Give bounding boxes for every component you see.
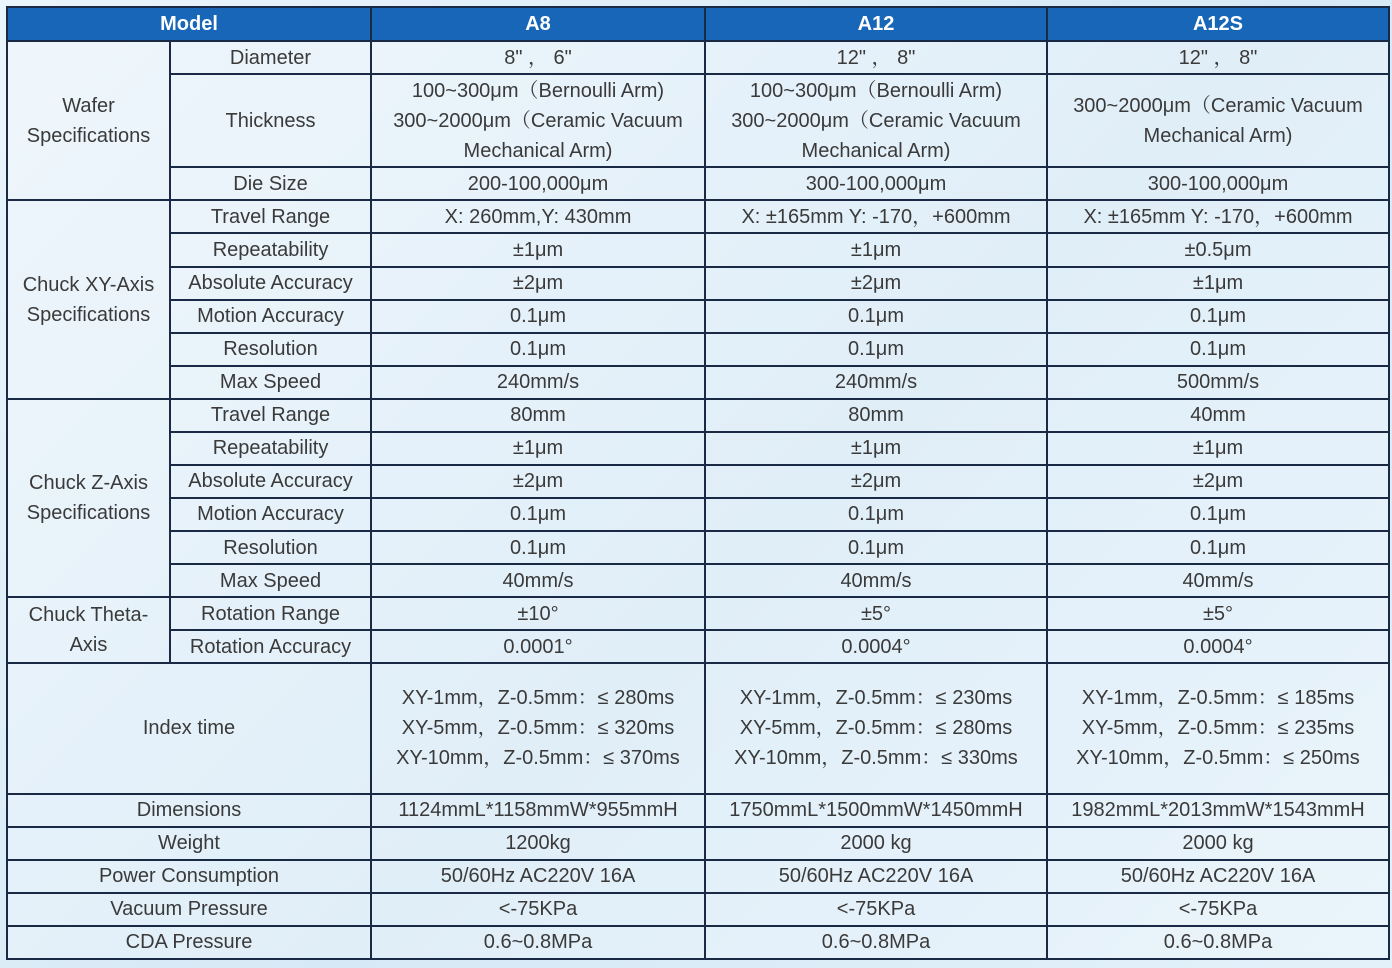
table-row (7, 893, 1389, 926)
cell-a12s: 0.0004° (1047, 630, 1389, 663)
cell-a12: 40mm/s (705, 564, 1047, 597)
row-label: Repeatability (170, 432, 371, 465)
cell-a12: X: ±165mm Y: -170，+600mm (705, 200, 1047, 233)
cell-a12s (1047, 663, 1389, 793)
cell-a8: ±1μm (371, 432, 705, 465)
cell-a12: 80mm (705, 399, 1047, 432)
table-row (7, 432, 1389, 465)
cell-a8: 1200kg (371, 827, 705, 860)
cell-a8: 240mm/s (371, 366, 705, 399)
table-row (7, 597, 1389, 630)
cell-a12: 1750mmL*1500mmW*1450mmH (705, 794, 1047, 827)
group-chuck-theta (7, 597, 170, 663)
cell-a8: 40mm/s (371, 564, 705, 597)
cell-a12s: X: ±165mm Y: -170，+600mm (1047, 200, 1389, 233)
cell-a12: <-75KPa (705, 893, 1047, 926)
cell-a12: 0.1μm (705, 333, 1047, 366)
cell-line: XY-10mm，Z-0.5mm：≤ 330ms (734, 747, 1018, 770)
cell-a8: <-75KPa (371, 893, 705, 926)
cell-a8: X: 260mm,Y: 430mm (371, 200, 705, 233)
row-label: Absolute Accuracy (170, 267, 371, 300)
cell-a12s: ±0.5μm (1047, 233, 1389, 266)
cell-a12s: ±1μm (1047, 267, 1389, 300)
cell-a12 (705, 663, 1047, 793)
table-row (7, 498, 1389, 531)
table-row (7, 564, 1389, 597)
cell-a8: 0.6~0.8MPa (371, 926, 705, 959)
table-row (7, 333, 1389, 366)
table-row (7, 663, 1389, 793)
cell-a12s: 12" ， 8" (1047, 41, 1389, 74)
cell-a12s: 0.6~0.8MPa (1047, 926, 1389, 959)
group-wafer (7, 41, 170, 200)
cell-a12s (1047, 74, 1389, 167)
cell-a8: ±1μm (371, 233, 705, 266)
row-label: Thickness (170, 74, 371, 167)
row-label: Motion Accuracy (170, 300, 371, 333)
cell-line: XY-5mm，Z-0.5mm：≤ 280ms (739, 717, 1013, 740)
table-row (7, 531, 1389, 564)
cell-a12s: ±2μm (1047, 465, 1389, 498)
table-row (7, 366, 1389, 399)
cell-line: XY-5mm，Z-0.5mm：≤ 320ms (401, 717, 675, 740)
group-label: Chuck XY-Axis Specifications (22, 273, 155, 326)
cell-a12s: 0.1μm (1047, 498, 1389, 531)
cell-a8: 0.1μm (371, 498, 705, 531)
cell-a12: 0.6~0.8MPa (705, 926, 1047, 959)
row-label: Travel Range (170, 399, 371, 432)
cell-a12s: 0.1μm (1047, 300, 1389, 333)
group-chuck-xy (7, 200, 170, 398)
cell-a12s: 0.1μm (1047, 531, 1389, 564)
cell-a12s: 500mm/s (1047, 366, 1389, 399)
cell-line: 300~2000μm（Ceramic Vacuum (393, 109, 683, 132)
row-label: Max Speed (170, 366, 371, 399)
cell-a8: 0.1μm (371, 333, 705, 366)
spec-table (6, 6, 1390, 960)
row-label: Vacuum Pressure (7, 893, 371, 926)
cell-line: XY-10mm，Z-0.5mm：≤ 370ms (396, 747, 680, 770)
cell-line: XY-5mm，Z-0.5mm：≤ 235ms (1081, 717, 1355, 740)
table-row (7, 399, 1389, 432)
row-label: Rotation Accuracy (170, 630, 371, 663)
table-row (7, 926, 1389, 959)
group-chuck-z (7, 399, 170, 597)
table-row (7, 794, 1389, 827)
group-label: Chuck Theta-Axis (28, 604, 149, 657)
cell-a8: 0.1μm (371, 300, 705, 333)
table-row (7, 827, 1389, 860)
row-label: Power Consumption (7, 860, 371, 893)
row-label: Index time (7, 663, 371, 793)
row-label: Diameter (170, 41, 371, 74)
cell-a12: 0.1μm (705, 498, 1047, 531)
cell-line: 300~2000μm（Ceramic Vacuum (731, 109, 1021, 132)
cell-a8: 50/60Hz AC220V 16A (371, 860, 705, 893)
row-label: Repeatability (170, 233, 371, 266)
cell-a8: ±2μm (371, 267, 705, 300)
cell-a12s: 40mm (1047, 399, 1389, 432)
cell-a12s: ±1μm (1047, 432, 1389, 465)
row-label: Rotation Range (170, 597, 371, 630)
table-row (7, 167, 1389, 200)
table-row (7, 300, 1389, 333)
cell-line: 300~2000μm（Ceramic Vacuum (1073, 94, 1363, 117)
cell-a12: 0.1μm (705, 531, 1047, 564)
table-row (7, 465, 1389, 498)
cell-a12: 12" ， 8" (705, 41, 1047, 74)
group-label: Wafer Specifications (26, 94, 151, 147)
cell-a8: ±10° (371, 597, 705, 630)
group-label: Chuck Z-Axis Specifications (26, 471, 151, 524)
cell-a12: 0.1μm (705, 300, 1047, 333)
cell-a12: ±2μm (705, 465, 1047, 498)
spec-table-container (6, 6, 1388, 960)
row-label: Travel Range (170, 200, 371, 233)
row-label: Max Speed (170, 564, 371, 597)
table-row (7, 860, 1389, 893)
cell-a8: 8" ， 6" (371, 41, 705, 74)
cell-a8: 0.0001° (371, 630, 705, 663)
cell-line: Mechanical Arm) (801, 139, 951, 162)
cell-a8: 200-100,000μm (371, 167, 705, 200)
cell-a12: ±5° (705, 597, 1047, 630)
cell-a12: 240mm/s (705, 366, 1047, 399)
cell-a12s: 0.1μm (1047, 333, 1389, 366)
cell-a8: 0.1μm (371, 531, 705, 564)
cell-line: 100~300μm（Bernoulli Arm) (749, 79, 1003, 102)
header-a8: A8 (371, 7, 705, 41)
row-label: CDA Pressure (7, 926, 371, 959)
header-a12: A12 (705, 7, 1047, 41)
cell-a12s: 300-100,000μm (1047, 167, 1389, 200)
cell-a12: 0.0004° (705, 630, 1047, 663)
header-a12s: A12S (1047, 7, 1389, 41)
row-label: Weight (7, 827, 371, 860)
cell-line: Mechanical Arm) (463, 139, 613, 162)
cell-a12s: 2000 kg (1047, 827, 1389, 860)
cell-a8 (371, 74, 705, 167)
cell-line: XY-1mm，Z-0.5mm：≤ 280ms (401, 687, 675, 710)
cell-a12: ±2μm (705, 267, 1047, 300)
cell-a12s: 50/60Hz AC220V 16A (1047, 860, 1389, 893)
table-row (7, 200, 1389, 233)
row-label: Dimensions (7, 794, 371, 827)
cell-a8: 1124mmL*1158mmW*955mmH (371, 794, 705, 827)
cell-a8 (371, 663, 705, 793)
cell-a12 (705, 74, 1047, 167)
table-row (7, 233, 1389, 266)
cell-a12: 2000 kg (705, 827, 1047, 860)
cell-a12: ±1μm (705, 233, 1047, 266)
cell-a12: 50/60Hz AC220V 16A (705, 860, 1047, 893)
row-label: Die Size (170, 167, 371, 200)
cell-line: XY-1mm，Z-0.5mm：≤ 185ms (1081, 687, 1355, 710)
cell-a12s: 1982mmL*2013mmW*1543mmH (1047, 794, 1389, 827)
header-row (7, 7, 1389, 41)
row-label: Absolute Accuracy (170, 465, 371, 498)
table-row (7, 630, 1389, 663)
cell-a12s: ±5° (1047, 597, 1389, 630)
cell-line: 100~300μm（Bernoulli Arm) (411, 79, 665, 102)
cell-line: XY-1mm，Z-0.5mm：≤ 230ms (739, 687, 1013, 710)
row-label: Resolution (170, 531, 371, 564)
table-row (7, 267, 1389, 300)
table-row (7, 41, 1389, 74)
cell-a12: ±1μm (705, 432, 1047, 465)
cell-a12s: <-75KPa (1047, 893, 1389, 926)
header-model: Model (7, 7, 371, 41)
table-row (7, 74, 1389, 167)
cell-a8: 80mm (371, 399, 705, 432)
cell-line: XY-10mm，Z-0.5mm：≤ 250ms (1076, 747, 1360, 770)
row-label: Motion Accuracy (170, 498, 371, 531)
row-label: Resolution (170, 333, 371, 366)
cell-line: Mechanical Arm) (1143, 124, 1293, 147)
cell-a12: 300-100,000μm (705, 167, 1047, 200)
cell-a8: ±2μm (371, 465, 705, 498)
cell-a12s: 40mm/s (1047, 564, 1389, 597)
